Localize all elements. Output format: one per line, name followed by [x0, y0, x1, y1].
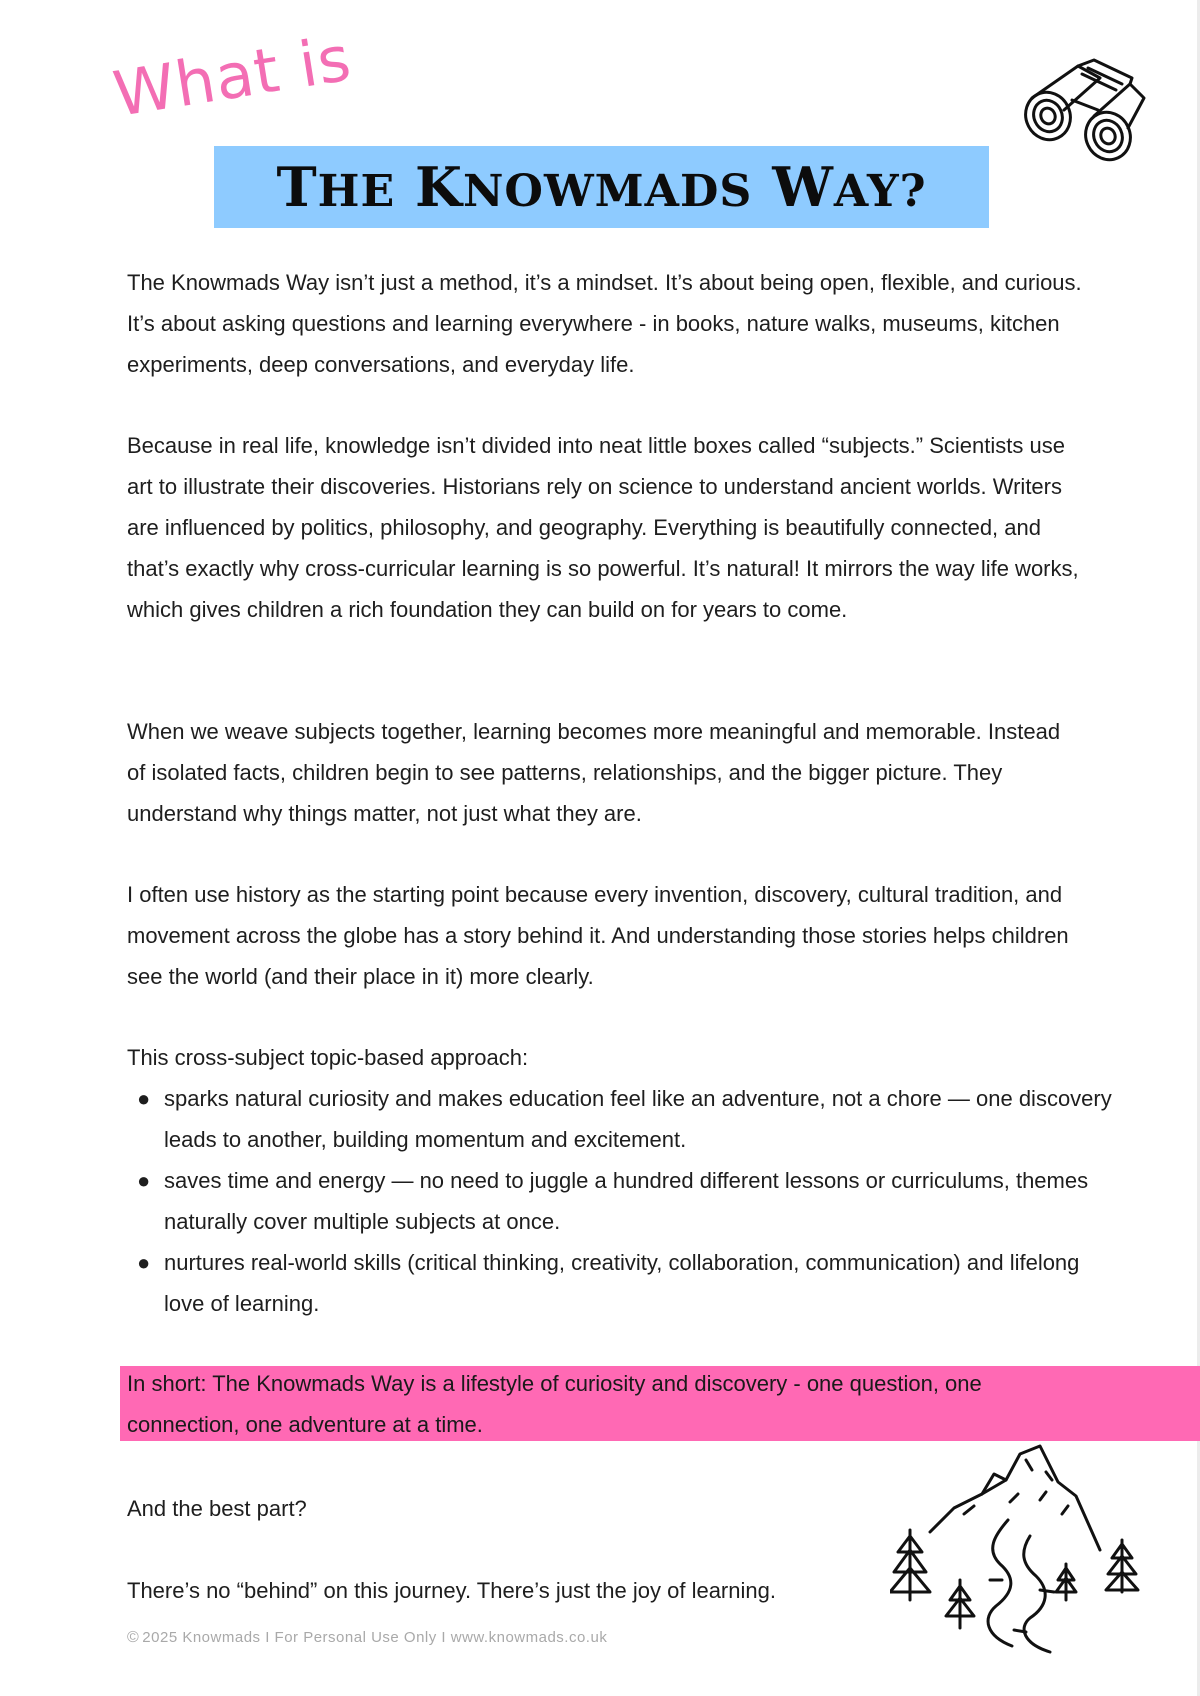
- title-kicker: What is: [108, 21, 357, 131]
- bullet-icon: ●: [137, 1086, 151, 1111]
- paragraph-mindset: The Knowmads Way isn’t just a method, it’s a mindset. It’s about being open, flexible, and curious. It’s about asking questions and learning everywhere - in books, nature walks, museums, kitchen experiments, deep conversations, and everyday life.: [127, 270, 1082, 377]
- list-item-text: sparks natural curiosity and makes education feel like an adventure, not a chore — one discovery leads to another, building momentum and excitement.: [164, 1086, 1112, 1152]
- binoculars-icon: [1020, 54, 1150, 164]
- list-item: [137, 1160, 1119, 1242]
- approach-intro: This cross-subject topic-based approach:: [127, 1045, 529, 1070]
- title-letter-w: W: [772, 155, 834, 219]
- title-word-nowmads: NOWMADS: [462, 165, 753, 217]
- list-item: [137, 1078, 1119, 1160]
- bullet-icon: ●: [137, 1168, 151, 1193]
- paragraph-connected-knowledge: Because in real life, knowledge isn’t divided into neat little boxes called “subjects.” Scientists use art to illustrate their discoveries. Historians rely on science to understand ancient worlds. Writers are influenced by politics, philosophy, and geography. Everything is beautifully connected, and that’s exactly why cross-curricular learning is so powerful. It’s natural! It mirrors the way life works, which gives children a rich foundation they can build on for years to come.: [127, 433, 1079, 622]
- benefits-list: [127, 1078, 1119, 1324]
- title-letter-t: T: [276, 155, 318, 219]
- title-letter-k: K: [415, 155, 463, 219]
- mountains-icon: [890, 1440, 1150, 1655]
- title-word-he: HE: [317, 165, 396, 217]
- summary-text: In short: The Knowmads Way is a lifestyle of curiosity and discovery - one question, one connection, one adventure at a time.: [127, 1371, 982, 1437]
- copyright-icon: ©: [127, 1629, 140, 1646]
- paragraph-history-start: I often use history as the starting point because every invention, discovery, cultural tradition, and movement across the globe has a story behind it. And understanding those stories helps children see the world (and their place in it) more clearly.: [127, 882, 1069, 989]
- paragraph-weave-subjects: When we weave subjects together, learning becomes more meaningful and memorable. Instead of isolated facts, children begin to see patterns, relationships, and the bigger picture. They understand why things matter, not just what they are.: [127, 719, 1061, 826]
- closing-answer: There’s no “behind” on this journey. There’s just the joy of learning.: [127, 1578, 776, 1603]
- footer-text: 2025 Knowmads I For Personal Use Only I www.knowmads.co.uk: [142, 1629, 608, 1646]
- bullet-icon: ●: [137, 1250, 151, 1275]
- list-item-text: nurtures real-world skills (critical thinking, creativity, collaboration, communication) and lifelong love of learning.: [164, 1250, 1080, 1316]
- footer: [127, 1629, 607, 1647]
- closing-question: And the best part?: [127, 1496, 307, 1521]
- list-item: [137, 1242, 1119, 1324]
- title-word-ay: AY?: [833, 165, 927, 217]
- list-item-text: saves time and energy — no need to juggle a hundred different lessons or curriculums, themes naturally cover multiple subjects at once.: [164, 1168, 1089, 1234]
- page-title: [214, 146, 989, 228]
